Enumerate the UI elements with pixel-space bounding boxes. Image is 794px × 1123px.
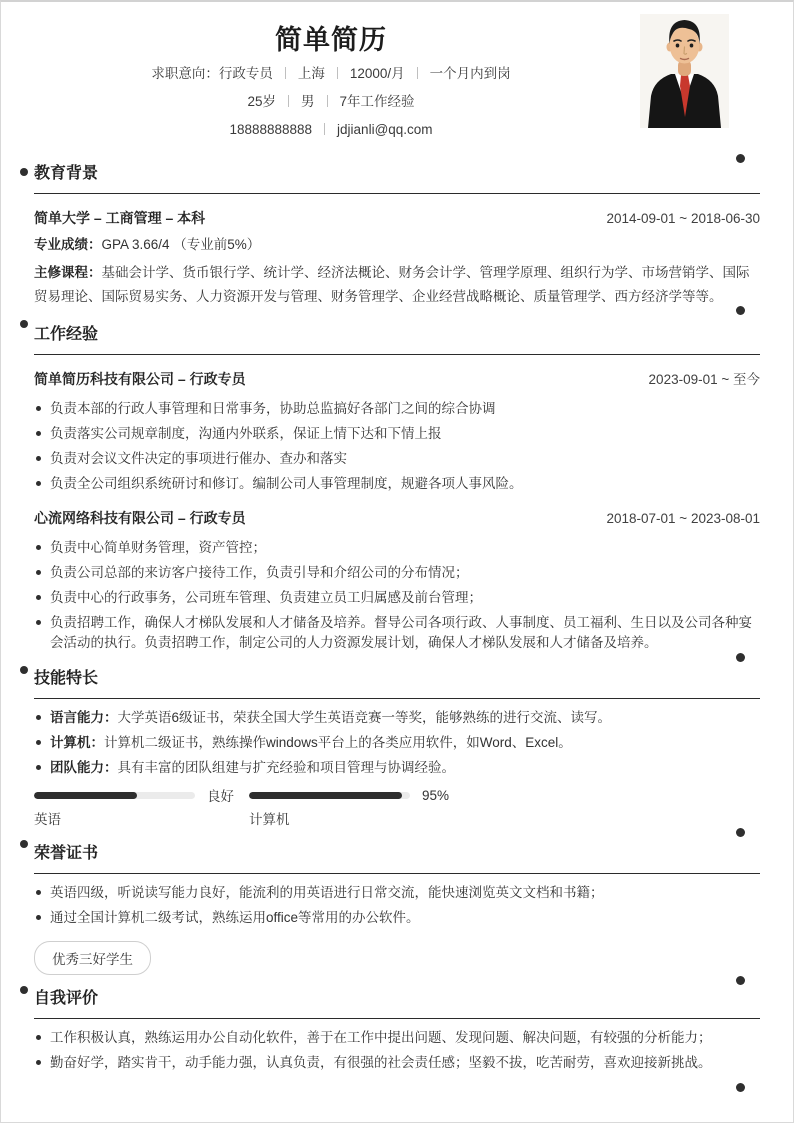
- school-degree: 简单大学 – 工商管理 – 本科: [34, 210, 206, 226]
- courses-label: 主修课程：: [34, 265, 102, 280]
- header: [1, 2, 793, 140]
- list-item: [34, 708, 760, 728]
- job-entry-head: [34, 508, 760, 529]
- honors-list: [34, 883, 760, 928]
- gender: 男: [301, 94, 315, 109]
- decor-dot-icon: [736, 1083, 745, 1092]
- list-item: 负责招聘工作，确保人才梯队发展和人才储备及培养。督导公司各项行政、人事制度、员工福利、生日以及公司各种宴会活动的执行。负责招聘工作，制定公司的人力资源发展计划，确保人才梯队发展和人才储备及培养。: [34, 613, 760, 653]
- courses-line: [34, 261, 760, 309]
- decor-dot-icon: [736, 653, 745, 662]
- page-title: 简单简历: [275, 25, 387, 55]
- phone-number: 18888888888: [229, 122, 313, 137]
- skills-list: [34, 708, 760, 778]
- section-honors: [34, 844, 760, 975]
- availability: 一个月内到岗: [429, 66, 511, 81]
- skill-name: 计算机: [249, 812, 290, 827]
- list-item: [34, 733, 760, 753]
- company-position: 简单简历科技有限公司 – 行政专员: [34, 371, 246, 387]
- self-evaluation-list: [34, 1028, 760, 1073]
- job-entry: [34, 369, 760, 494]
- skill-bar-line: [34, 788, 249, 802]
- skill-bar-line: [249, 788, 464, 802]
- skill-label: 团队能力：: [50, 760, 118, 775]
- skill-level-label: 95%: [422, 787, 450, 803]
- decor-dot-icon: [20, 666, 28, 674]
- skill-label: 计算机：: [50, 735, 104, 750]
- separator: [324, 123, 325, 135]
- decor-dot-icon: [20, 168, 28, 176]
- decor-dot-icon: [736, 976, 745, 985]
- job-duties: [34, 399, 760, 494]
- age: 25岁: [247, 94, 276, 109]
- decor-dot-icon: [736, 828, 745, 837]
- progress-bar-fill: [34, 792, 137, 799]
- job-intent: 求职意向：行政专员: [151, 66, 273, 81]
- honor-badge: 优秀三好学生: [34, 941, 151, 975]
- skill-label: 语言能力：: [50, 710, 118, 725]
- list-item: 负责对会议文件决定的事项进行催办、查办和落实: [34, 449, 760, 469]
- skill-level-label: 良好: [207, 789, 234, 804]
- decor-dot-icon: [20, 986, 28, 994]
- section-work: [34, 325, 760, 653]
- skill-text: 具有丰富的团队组建与扩充经验和项目管理与协调经验。: [117, 760, 455, 775]
- job-entry: [34, 508, 760, 653]
- section-title-skills: 技能特长: [34, 669, 760, 699]
- list-item: 通过全国计算机二级考试，熟练运用office等常用的办公软件。: [34, 908, 760, 928]
- separator: [288, 95, 289, 107]
- education-entry-head: [34, 208, 760, 229]
- section-skills: [34, 669, 760, 828]
- section-title-education: 教育背景: [34, 164, 760, 194]
- expected-salary: 12000/月: [349, 66, 405, 81]
- skill-bar-computer: [249, 788, 464, 828]
- list-item: 英语四级，听说读写能力良好，能流利的用英语进行日常交流，能快速浏览英文文档和书籍；: [34, 883, 760, 903]
- list-item: 负责中心简单财务管理，资产管控；: [34, 538, 760, 558]
- progress-bar-track: [34, 792, 195, 799]
- job-entry-head: [34, 369, 760, 390]
- separator: [337, 67, 338, 79]
- progress-bar-fill: [249, 792, 402, 799]
- list-item: 负责中心的行政事务，公司班车管理、负责建立员工归属感及前台管理；: [34, 588, 760, 608]
- city: 上海: [297, 66, 325, 81]
- job-dates: 2023-09-01 ~ 至今: [648, 372, 760, 387]
- list-item: 负责落实公司规章制度，沟通内外联系，保证上情下达和下情上报: [34, 424, 760, 444]
- decor-dot-icon: [736, 154, 745, 163]
- portrait-photo: [640, 14, 729, 128]
- decor-dot-icon: [20, 840, 28, 848]
- skill-bar-english: [34, 788, 249, 828]
- list-item: 负责公司总部的来访客户接待工作，负责引导和介绍公司的分布情况；: [34, 563, 760, 583]
- section-title-self-evaluation: 自我评价: [34, 989, 760, 1019]
- gpa-line: [34, 233, 760, 257]
- gpa-value: GPA 3.66/4 （专业前5%）: [101, 237, 261, 252]
- separator: [417, 67, 418, 79]
- gpa-label: 专业成绩：: [34, 237, 102, 252]
- list-item: 勤奋好学，踏实肯干，动手能力强，认真负责，有很强的社会责任感；坚毅不拔，吃苦耐劳，喜欢迎接新挑战。: [34, 1053, 760, 1073]
- section-title-work: 工作经验: [34, 325, 760, 355]
- progress-bar-track: [249, 792, 410, 799]
- skill-bars: [34, 788, 760, 828]
- education-dates: 2014-09-01 ~ 2018-06-30: [606, 211, 760, 226]
- experience-years: 7年工作经验: [339, 94, 415, 109]
- separator: [285, 67, 286, 79]
- decor-dot-icon: [736, 306, 745, 315]
- decor-dot-icon: [20, 320, 28, 328]
- job-dates: 2018-07-01 ~ 2023-08-01: [606, 511, 760, 526]
- separator: [327, 95, 328, 107]
- skill-name: 英语: [34, 812, 61, 827]
- list-item: 负责本部的行政人事管理和日常事务，协助总监搞好各部门之间的综合协调: [34, 399, 760, 419]
- contact-line: [34, 119, 628, 140]
- skill-text: 大学英语6级证书，荣获全国大学生英语竞赛一等奖，能够熟练的进行交流、读写。: [117, 710, 612, 725]
- job-intent-line: [34, 63, 628, 84]
- personal-line: [34, 91, 628, 112]
- header-text: [34, 24, 628, 140]
- section-education: [34, 164, 760, 309]
- section-title-honors: 荣誉证书: [34, 844, 760, 874]
- list-item: [34, 758, 760, 778]
- email-address: jdjianli@qq.com: [337, 122, 433, 137]
- company-position: 心流网络科技有限公司 – 行政专员: [34, 510, 246, 526]
- skill-text: 计算机二级证书，熟练操作windows平台上的各类应用软件，如Word、Excel。: [104, 735, 572, 750]
- list-item: 负责全公司组织系统研讨和修订。编制公司人事管理制度，规避各项人事风险。: [34, 474, 760, 494]
- job-duties: [34, 538, 760, 653]
- section-self-evaluation: [34, 989, 760, 1073]
- list-item: 工作积极认真，熟练运用办公自动化软件，善于在工作中提出问题、发现问题、解决问题，有较强的分析能力；: [34, 1028, 760, 1048]
- courses-value: 基础会计学、货币银行学、统计学、经济法概论、财务会计学、管理学原理、组织行为学、市场营销学、国际贸易理论、国际贸易实务、人力资源开发与管理、财务管理学、企业经营战略概论、质量管理学、西方经济学等等。: [34, 265, 750, 304]
